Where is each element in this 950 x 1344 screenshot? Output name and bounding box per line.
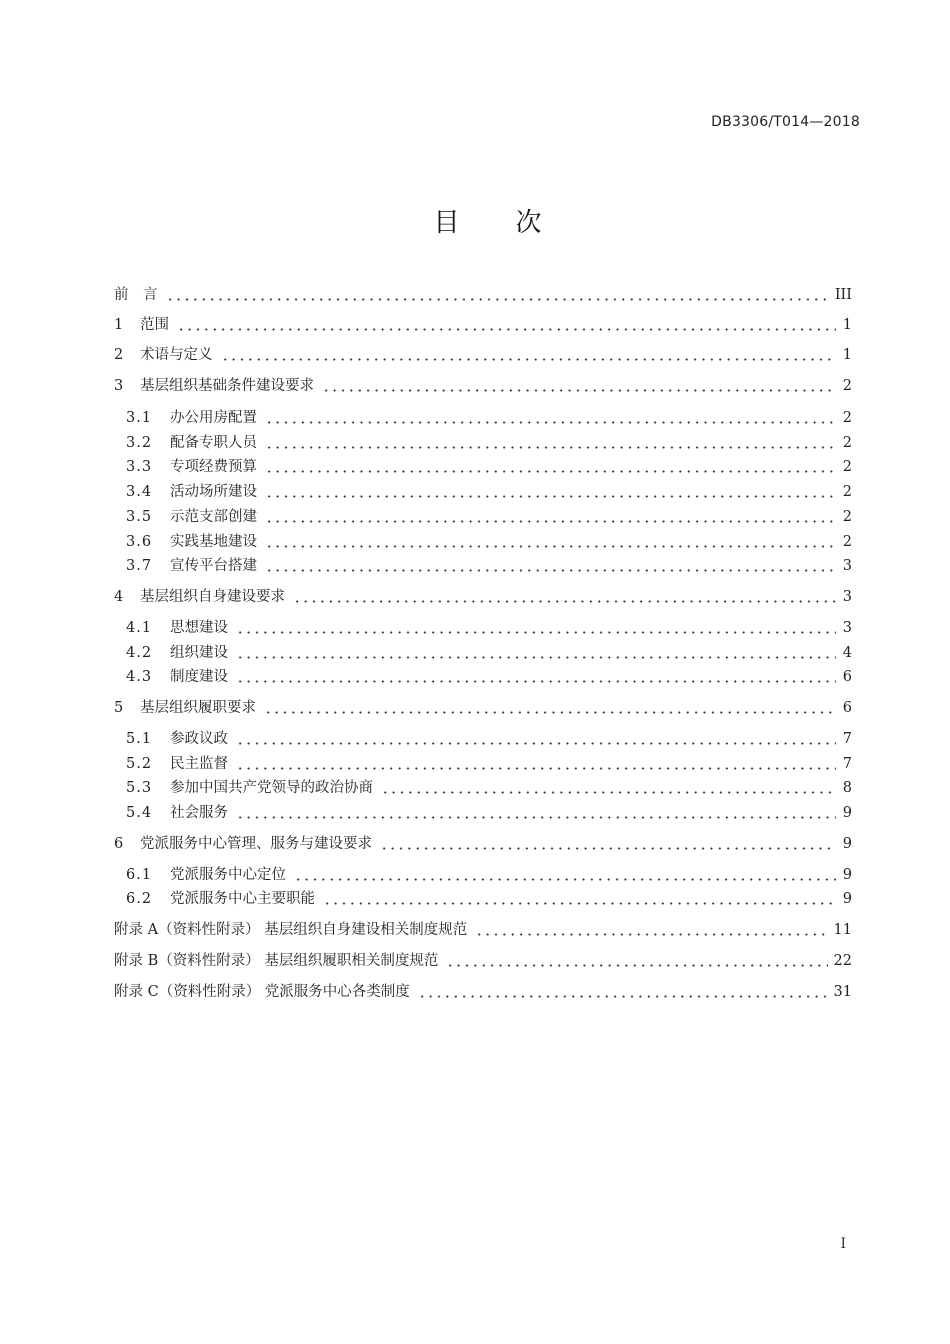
toc-entry-page: 2 bbox=[842, 509, 852, 525]
toc-entry-appendix-a[interactable] bbox=[114, 918, 852, 940]
toc-entry-3-5[interactable] bbox=[126, 505, 852, 527]
toc-entry-3-4[interactable] bbox=[126, 480, 852, 502]
toc-entry-appendix-c[interactable] bbox=[114, 980, 852, 1002]
dot-leader bbox=[166, 287, 829, 301]
dot-leader bbox=[446, 953, 827, 967]
dot-leader bbox=[380, 836, 836, 850]
toc-entry-title: 参政议政 bbox=[170, 731, 228, 747]
page-number: I bbox=[840, 1236, 846, 1252]
toc-entry-appendix-b[interactable] bbox=[114, 949, 852, 971]
toc-entry-page: 4 bbox=[842, 645, 852, 661]
toc-entry-foreword[interactable] bbox=[114, 283, 852, 305]
toc-entry-title: 宣传平台搭建 bbox=[170, 558, 257, 574]
toc-entry-page: 9 bbox=[842, 867, 852, 883]
toc-entry-title: 前 言 bbox=[114, 287, 158, 303]
dot-leader bbox=[265, 509, 836, 523]
toc-entry-title: 思想建设 bbox=[170, 620, 228, 636]
toc-entry-title: 党派服务中心定位 bbox=[170, 867, 286, 883]
toc-entry-title: 组织建设 bbox=[170, 645, 228, 661]
toc-entry-6-2[interactable] bbox=[126, 887, 852, 909]
dot-leader bbox=[221, 347, 837, 361]
toc-entry-number: 3.3 bbox=[126, 459, 153, 475]
toc-entry-title: 配备专职人员 bbox=[170, 435, 257, 451]
dot-leader bbox=[322, 378, 836, 392]
toc-entry-number: 3.2 bbox=[126, 435, 153, 451]
toc-entry-3-3[interactable] bbox=[126, 455, 852, 477]
toc-entry-page: 3 bbox=[842, 620, 852, 636]
toc-entry-4-1[interactable] bbox=[126, 616, 852, 638]
toc-entry-5-3[interactable] bbox=[126, 776, 852, 798]
toc-entry-number: 3.4 bbox=[126, 484, 153, 500]
toc-entry-page: 8 bbox=[842, 780, 852, 796]
toc-entry-page: 7 bbox=[842, 756, 852, 772]
toc-entry-number: 4 bbox=[114, 589, 124, 605]
toc-entry-title: 附录 C（资料性附录） 党派服务中心各类制度 bbox=[114, 984, 410, 1000]
toc-entry-title: 参加中国共产党领导的政治协商 bbox=[170, 780, 373, 796]
toc-entry-page: 9 bbox=[842, 805, 852, 821]
toc-entry-number: 1 bbox=[114, 317, 124, 333]
toc-entry-1[interactable] bbox=[114, 313, 852, 335]
toc-entry-title: 附录 A（资料性附录） 基层组织自身建设相关制度规范 bbox=[114, 922, 468, 938]
toc-entry-number: 5.1 bbox=[126, 731, 153, 747]
dot-leader bbox=[265, 459, 836, 473]
toc-entry-6[interactable] bbox=[114, 832, 852, 854]
toc-entry-number: 3.6 bbox=[126, 534, 153, 550]
dot-leader bbox=[475, 922, 827, 936]
toc-entry-title: 党派服务中心管理、服务与建设要求 bbox=[140, 836, 372, 852]
toc-entry-page: 31 bbox=[833, 984, 852, 1000]
toc-entry-title: 术语与定义 bbox=[140, 347, 213, 363]
toc-entry-page: 3 bbox=[842, 558, 852, 574]
toc-entry-2[interactable] bbox=[114, 343, 852, 365]
dot-leader bbox=[418, 984, 828, 998]
toc-entry-number: 6.1 bbox=[126, 867, 153, 883]
toc-entry-title: 范围 bbox=[140, 317, 169, 333]
toc-entry-5-2[interactable] bbox=[126, 752, 852, 774]
toc-entry-title: 基层组织履职要求 bbox=[140, 700, 256, 716]
toc-entry-number: 5.4 bbox=[126, 805, 153, 821]
toc-entry-page: 11 bbox=[833, 922, 852, 938]
toc-entry-3-2[interactable] bbox=[126, 431, 852, 453]
toc-entry-5[interactable] bbox=[114, 696, 852, 718]
dot-leader bbox=[236, 805, 836, 819]
toc-entry-page: 2 bbox=[842, 459, 852, 475]
dot-leader bbox=[294, 867, 836, 881]
toc-entry-page: III bbox=[834, 287, 852, 303]
toc-entry-page: 9 bbox=[842, 891, 852, 907]
toc-entry-page: 9 bbox=[842, 836, 852, 852]
toc-entry-page: 2 bbox=[842, 534, 852, 550]
toc-entry-title: 民主监督 bbox=[170, 756, 228, 772]
toc-entry-title: 活动场所建设 bbox=[170, 484, 257, 500]
toc-entry-number: 3.1 bbox=[126, 410, 153, 426]
dot-leader bbox=[264, 700, 836, 714]
toc-entry-title: 党派服务中心主要职能 bbox=[170, 891, 315, 907]
toc-entry-number: 5.2 bbox=[126, 756, 153, 772]
toc-entry-page: 1 bbox=[842, 347, 852, 363]
dot-leader bbox=[265, 534, 836, 548]
dot-leader bbox=[265, 435, 836, 449]
toc-entry-number: 5.3 bbox=[126, 780, 153, 796]
toc-entry-number: 3.5 bbox=[126, 509, 153, 525]
toc-entry-3-6[interactable] bbox=[126, 530, 852, 552]
toc-entry-title: 实践基地建设 bbox=[170, 534, 257, 550]
toc-entry-page: 1 bbox=[842, 317, 852, 333]
toc-entry-title: 基层组织基础条件建设要求 bbox=[140, 378, 314, 394]
toc-entry-number: 6.2 bbox=[126, 891, 153, 907]
dot-leader bbox=[265, 558, 836, 572]
toc-entry-number: 5 bbox=[114, 700, 124, 716]
toc-title: 目次 bbox=[433, 208, 598, 238]
toc-entry-page: 2 bbox=[842, 378, 852, 394]
dot-leader bbox=[177, 317, 836, 331]
dot-leader bbox=[236, 756, 836, 770]
toc-entry-number: 4.2 bbox=[126, 645, 153, 661]
toc-entry-3-1[interactable] bbox=[126, 406, 852, 428]
dot-leader bbox=[236, 669, 836, 683]
toc-entry-number: 6 bbox=[114, 836, 124, 852]
dot-leader bbox=[236, 620, 836, 634]
dot-leader bbox=[236, 645, 836, 659]
toc-entry-4[interactable] bbox=[114, 585, 852, 607]
dot-leader bbox=[323, 891, 836, 905]
toc-entry-number: 2 bbox=[114, 347, 124, 363]
toc-entry-title: 示范支部创建 bbox=[170, 509, 257, 525]
toc-entry-page: 7 bbox=[842, 731, 852, 747]
toc-entry-page: 6 bbox=[842, 669, 852, 685]
toc-entry-number: 3 bbox=[114, 378, 124, 394]
toc-entry-4-3[interactable] bbox=[126, 665, 852, 687]
toc-entry-title: 办公用房配置 bbox=[170, 410, 257, 426]
dot-leader bbox=[381, 780, 836, 794]
toc-entry-page: 2 bbox=[842, 410, 852, 426]
toc-entry-title: 附录 B（资料性附录） 基层组织履职相关制度规范 bbox=[114, 953, 439, 969]
toc-entry-4-2[interactable] bbox=[126, 641, 852, 663]
toc-entry-5-1[interactable] bbox=[126, 727, 852, 749]
document-code: DB3306/T014—2018 bbox=[711, 114, 860, 130]
dot-leader bbox=[265, 484, 836, 498]
toc-entry-page: 3 bbox=[842, 589, 852, 605]
toc-entry-title: 专项经费预算 bbox=[170, 459, 257, 475]
toc-entry-title: 基层组织自身建设要求 bbox=[140, 589, 285, 605]
toc-entry-5-4[interactable] bbox=[126, 801, 852, 823]
toc-entry-page: 6 bbox=[842, 700, 852, 716]
toc-entry-page: 22 bbox=[833, 953, 852, 969]
toc-entry-page: 2 bbox=[842, 484, 852, 500]
toc-entry-number: 3.7 bbox=[126, 558, 153, 574]
toc-entry-3[interactable] bbox=[114, 374, 852, 396]
toc-entry-title: 社会服务 bbox=[170, 805, 228, 821]
toc-entry-6-1[interactable] bbox=[126, 863, 852, 885]
toc-entry-number: 4.3 bbox=[126, 669, 153, 685]
dot-leader bbox=[265, 410, 836, 424]
dot-leader bbox=[236, 731, 836, 745]
toc-entry-number: 4.1 bbox=[126, 620, 153, 636]
toc-entry-3-7[interactable] bbox=[126, 554, 852, 576]
toc-entry-page: 2 bbox=[842, 435, 852, 451]
dot-leader bbox=[293, 589, 836, 603]
toc-entry-title: 制度建设 bbox=[170, 669, 228, 685]
